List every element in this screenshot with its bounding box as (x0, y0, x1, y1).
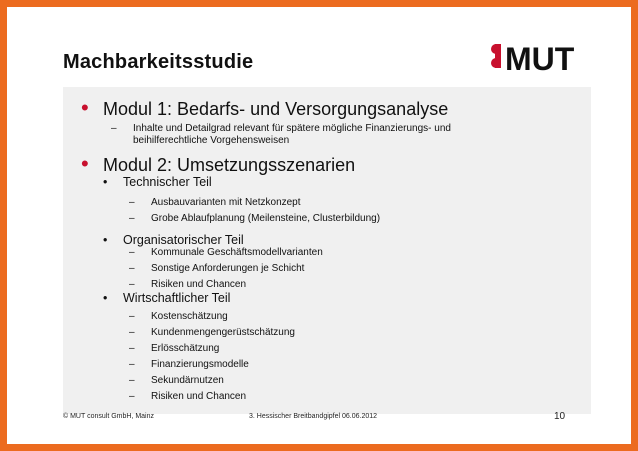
group-label: Technischer Teil (123, 175, 212, 189)
bullet-dot-icon: • (81, 95, 89, 120)
bullet-marker: • (103, 175, 108, 189)
modul1-detail-line2: beihilferechtliche Vorgehensweisen (133, 135, 290, 146)
list-item: – Ausbauvarianten mit Netzkonzept (129, 197, 301, 208)
list-item: – Kommunale Geschäftsmodellvarianten (129, 247, 323, 258)
footer-event: 3. Hessischer Breitbandgipfel 06.06.2012 (249, 413, 378, 420)
group-technisch (103, 175, 212, 189)
group-organisatorisch (103, 233, 244, 247)
list-item: – Sonstige Anforderungen je Schicht (129, 263, 305, 274)
modul2-label: Modul 2: Umsetzungsszenarien (103, 155, 356, 175)
mut-logo (485, 37, 595, 77)
page-number: 10 (554, 411, 566, 422)
list-item: – Kundenmengengerüstschätzung (129, 327, 295, 338)
list-item: – Erlösschätzung (129, 343, 220, 354)
modul2-bullet (81, 151, 356, 176)
list-item: – Sekundärnutzen (129, 375, 224, 386)
dash-marker: – (111, 123, 117, 134)
footer-copyright: © MUT consult GmbH, Mainz (63, 413, 154, 420)
modul1-detail (111, 123, 451, 147)
bullet-dot-icon: • (81, 151, 89, 176)
list-item: – Grobe Ablaufplanung (Meilensteine, Clusterbildung) (129, 213, 381, 224)
list-item: – Kostenschätzung (129, 311, 228, 322)
modul1-label: Modul 1: Bedarfs- und Versorgungsanalyse (103, 99, 449, 119)
group-wirtschaftlich (103, 291, 230, 305)
slide (7, 7, 631, 444)
bullet-marker: • (103, 291, 108, 305)
group-label: Organisatorischer Teil (123, 233, 244, 247)
logo-text: MUT (505, 41, 575, 77)
list-item: – Risiken und Chancen (129, 391, 247, 402)
slide-title: Machbarkeitsstudie (63, 51, 254, 73)
bullet-marker: • (103, 233, 108, 247)
logo-mark-icon (491, 44, 501, 68)
modul1-detail-line1: Inhalte und Detailgrad relevant für spätere mögliche Finanzierungs- und (133, 123, 451, 134)
list-item: – Risiken und Chancen (129, 279, 247, 290)
modul1-bullet (81, 95, 449, 120)
list-item: – Finanzierungsmodelle (129, 359, 249, 370)
group-label: Wirtschaftlicher Teil (123, 291, 231, 305)
